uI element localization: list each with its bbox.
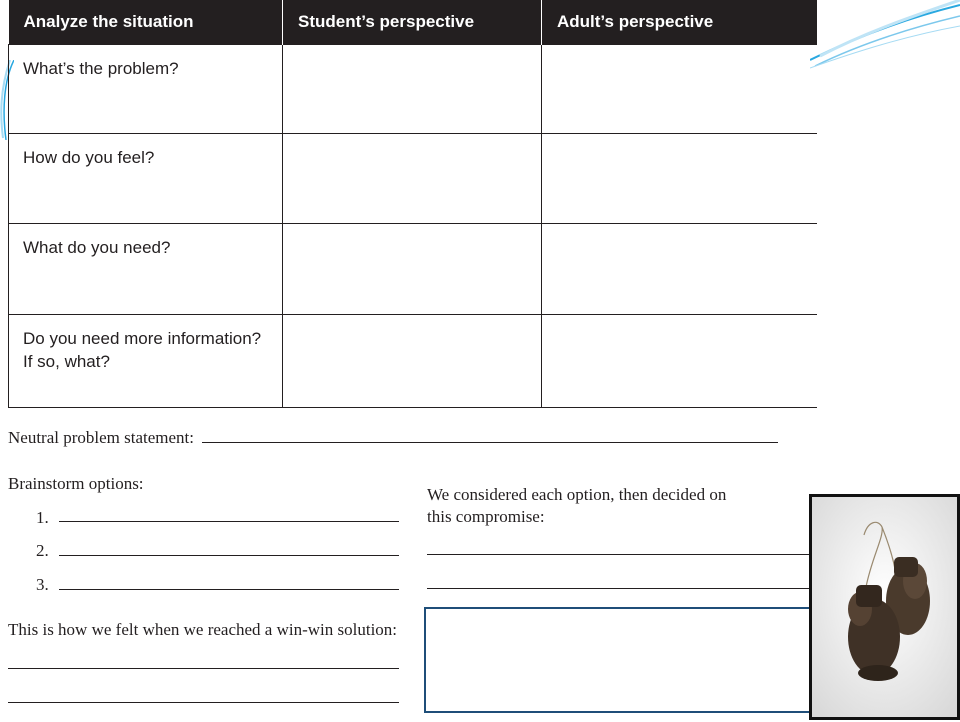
row-question: How do you feel? <box>9 134 283 224</box>
boxing-gloves-photo <box>809 494 960 720</box>
compromise-line[interactable] <box>427 554 810 555</box>
compromise-line[interactable] <box>427 588 810 589</box>
table-row <box>9 315 817 408</box>
winwin-label: This is how we felt when we reached a win-win solution: <box>8 620 398 639</box>
student-cell[interactable] <box>283 224 542 315</box>
table-row <box>9 224 817 315</box>
header-adult: Adult’s perspective <box>542 0 817 45</box>
student-cell[interactable] <box>283 134 542 224</box>
adult-cell[interactable] <box>542 315 817 408</box>
brainstorm-line[interactable] <box>59 589 399 590</box>
table-row <box>9 134 817 224</box>
student-cell[interactable] <box>283 315 542 408</box>
adult-cell[interactable] <box>542 45 817 134</box>
adult-cell[interactable] <box>542 134 817 224</box>
compromise-label-line: We considered each option, then decided on <box>427 485 727 504</box>
brainstorm-line[interactable] <box>59 555 399 556</box>
brainstorm-label: Brainstorm options: <box>8 474 144 493</box>
student-cell[interactable] <box>283 45 542 134</box>
row-question: What do you need? <box>9 224 283 315</box>
winwin-line[interactable] <box>8 668 399 669</box>
neutral-problem-line[interactable] <box>202 442 778 443</box>
analysis-table <box>8 0 817 408</box>
compromise-label <box>427 484 726 528</box>
swoosh-decoration-top <box>810 0 960 70</box>
table-header-row <box>9 0 817 45</box>
header-student: Student’s perspective <box>283 0 542 45</box>
winwin-line[interactable] <box>8 702 399 703</box>
neutral-problem-label: Neutral problem statement: <box>8 428 194 447</box>
adult-cell[interactable] <box>542 224 817 315</box>
brainstorm-number: 3. <box>36 575 49 594</box>
header-analyze: Analyze the situation <box>9 0 283 45</box>
compromise-label-line: this compromise: <box>427 507 545 526</box>
row-question: What’s the problem? <box>9 45 283 134</box>
empty-text-box[interactable] <box>424 607 812 713</box>
brainstorm-number: 2. <box>36 541 49 560</box>
row-question: Do you need more information? If so, what? <box>9 315 283 408</box>
brainstorm-line[interactable] <box>59 521 399 522</box>
table-row <box>9 45 817 134</box>
boxing-gloves-icon <box>812 497 957 717</box>
brainstorm-number: 1. <box>36 508 49 527</box>
